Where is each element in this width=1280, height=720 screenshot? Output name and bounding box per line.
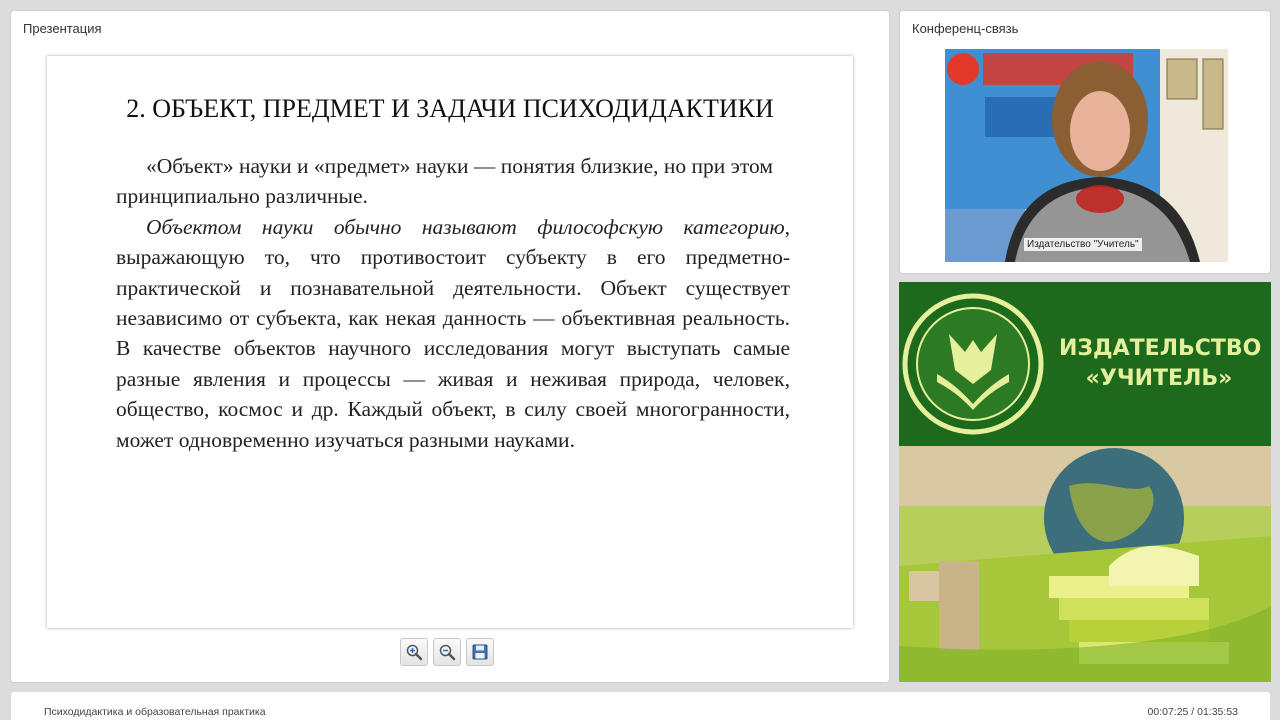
slide-paragraph-1: «Объект» науки и «предмет» науки — понятия близкие, но при этом принципиально различные. [116,154,773,209]
zoom-in-icon [405,643,423,661]
books-globe-image [899,446,1271,682]
presentation-panel-title: Презентация [23,21,102,36]
publisher-logo-banner [899,282,1271,446]
save-button[interactable] [466,638,494,666]
slide-body [116,151,790,455]
slide [47,56,853,628]
zoom-out-icon [438,643,456,661]
floppy-disk-icon [471,643,489,661]
slide-paragraph-2-italic: Объектом науки обычно называют философскую категорию [146,214,785,239]
zoom-in-button[interactable] [400,638,428,666]
slide-title: 2. ОБЪЕКТ, ПРЕДМЕТ И ЗАДАЧИ ПСИХОДИДАКТИКИ [126,94,774,123]
publisher-name [1059,334,1262,394]
playback-time: 00:07:25 / 01:35:53 [1147,706,1238,718]
conference-panel [900,11,1270,273]
publisher-name-line1: ИЗДАТЕЛЬСТВО [1059,336,1262,361]
slide-paragraph-2-rest: , выражающую то, что противостоит субъекту в его предметно-практической и познавательной деятельности. Объект существует независимо от субъекта, как некая данность — объективная реальность. В качестве объектов научного исследования могут выступать самые разные явления и процессы — живая и неживая природа, человек, общество, космос и др. Каждый объект, в силу своей многогранности, может одновременно изучаться разными науками. [116,214,790,452]
publisher-emblem-icon [899,282,1049,446]
webcam-video[interactable] [945,49,1228,262]
webcam-frame-image [945,49,1228,262]
slide-toolbar [400,638,494,666]
zoom-out-button[interactable] [433,638,461,666]
presentation-panel [11,11,889,682]
books-globe-picture [899,446,1271,682]
publisher-name-line2: «УЧИТЕЛЬ» [1085,366,1233,391]
slide-paragraph-2 [116,212,790,455]
footer-bar [11,692,1270,720]
conference-panel-title: Конференц-связь [912,21,1019,36]
course-title: Психодидактика и образовательная практика [44,706,266,718]
video-participant-label: Издательство "Учитель" [1024,238,1142,251]
